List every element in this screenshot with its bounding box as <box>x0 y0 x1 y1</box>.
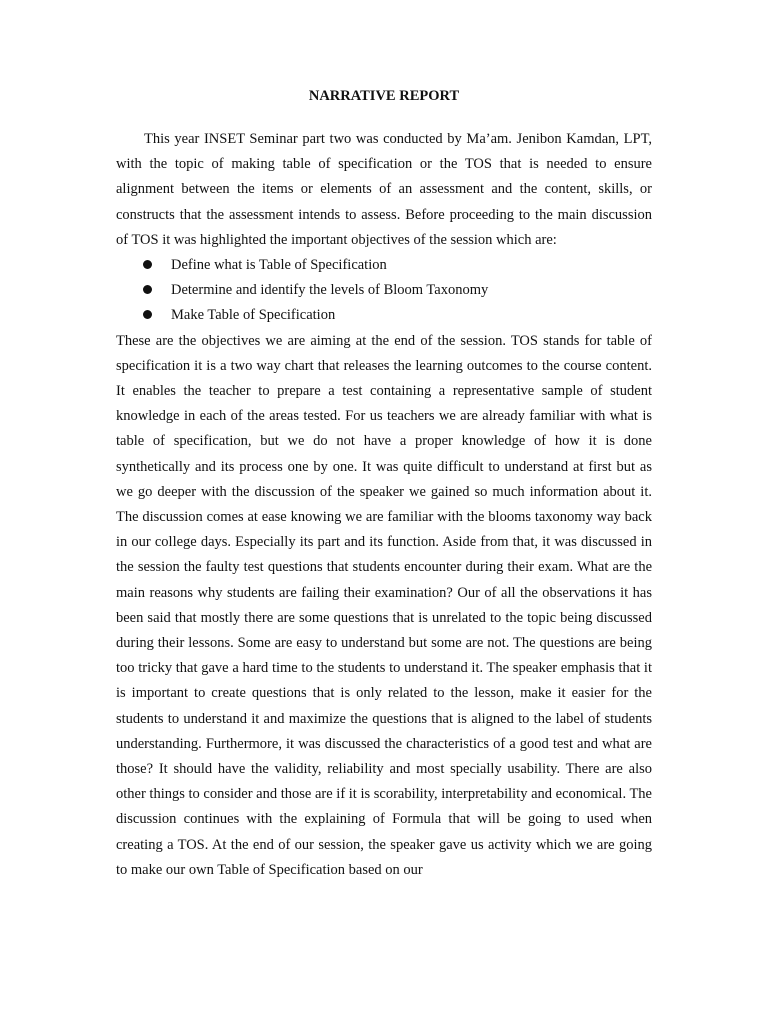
intro-paragraph: This year INSET Seminar part two was conducted by Ma’am. Jenibon Kamdan, LPT, with the topic of making table of specification or the TOS that is needed to ensure alignment between the items or elements of an assessment and the content, skills, or constructs that the assessment intends to assess. Before proceeding to the main discussion of TOS it was highlighted the important objectives of the session which are: <box>116 131 652 248</box>
objective-item <box>116 278 652 303</box>
objectives-list <box>116 253 652 329</box>
bullet-icon <box>143 285 152 294</box>
document-title: NARRATIVE REPORT <box>308 88 460 104</box>
objective-text: Determine and identify the levels of Bloom Taxonomy <box>171 282 489 299</box>
bullet-icon <box>143 260 152 269</box>
body-paragraph: These are the objectives we are aiming at the end of the session. TOS stands for table of specification it is a two way chart that releases the learning outcomes to the course content. It enables the teacher to prepare a test containing a representative sample of student knowledge in each of the areas tested. For us teachers we are already familiar with what is table of specification, but we do not have a proper knowledge of how it is done synthetically and its process one by one. It was quite difficult to understand at first but as we go deeper with the discussion of the speaker we gained so much information about it. The discussion comes at ease knowing we are familiar with the blooms taxonomy way back in our college days. Especially its part and its function. Aside from that, it was discussed in the session the faulty test questions that students encounter during their exam. What are the main reasons why students are failing their examination? Our of all the observations it has been said that mostly there are some questions that is unrelated to the topic being discussed during their lessons. Some are easy to understand but some are not. The questions are being too tricky that gave a hard time to the students to understand it. The speaker emphasis that it is important to create questions that is only related to the lesson, make it easier for the students to understand it and maximize the questions that is aligned to the label of students understanding. Furthermore, it was discussed the characteristics of a good test and what are those? It should have the validity, reliability and most specially usability. There are also other things to consider and those are if it is scorability, interpretability and economical. The discussion continues with the explaining of Formula that will be going to used when creating a TOS. At the end of our session, the speaker gave us activity which we are going to make our own Table of Specification based on our <box>116 332 652 878</box>
objective-text: Make Table of Specification <box>171 307 336 324</box>
objective-text: Define what is Table of Specification <box>171 257 387 274</box>
document-page <box>116 87 652 883</box>
objective-item <box>116 303 652 328</box>
bullet-icon <box>143 310 152 319</box>
objective-item <box>116 253 652 278</box>
